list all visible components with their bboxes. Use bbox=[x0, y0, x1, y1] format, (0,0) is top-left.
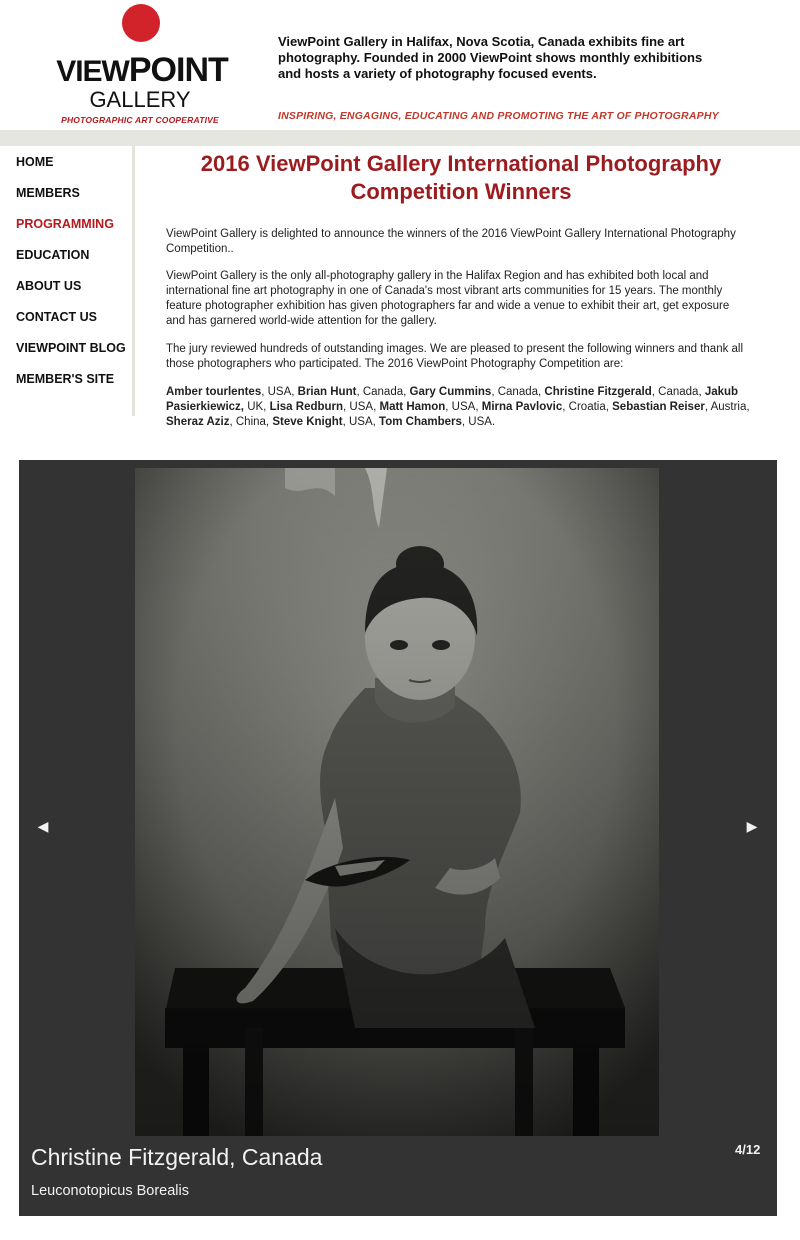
winner-name: Christine Fitzgerald bbox=[544, 386, 652, 398]
next-slide-arrow[interactable]: ▶ bbox=[746, 818, 758, 834]
nav-contact-us[interactable]: CONTACT US bbox=[16, 310, 98, 324]
sidebar-nav bbox=[0, 146, 135, 416]
winner-country: , China, bbox=[229, 416, 273, 428]
intro-paragraph: ViewPoint Gallery is delighted to announce the winners of the 2016 ViewPoint Gallery International Photography Competition.. bbox=[166, 228, 736, 255]
header-tagline: INSPIRING, ENGAGING, EDUCATING AND PROMOTING THE ART OF PHOTOGRAPHY bbox=[278, 110, 719, 122]
prev-slide-arrow[interactable]: ◀ bbox=[37, 818, 49, 834]
slide-caption-subtitle: Leuconotopicus Borealis bbox=[31, 1183, 189, 1199]
winner-name: Mirna Pavlovic bbox=[481, 401, 563, 413]
nav-about-us[interactable]: ABOUT US bbox=[16, 279, 82, 293]
winner-country: , USA, bbox=[445, 401, 482, 413]
winner-country: , USA, bbox=[343, 401, 380, 413]
nav-viewpoint-blog[interactable]: VIEWPOINT BLOG bbox=[16, 341, 126, 355]
header-divider-band bbox=[0, 130, 800, 146]
nav-members[interactable]: MEMBERS bbox=[16, 186, 80, 200]
winner-name: Tom Chambers bbox=[379, 416, 462, 428]
slide-caption-title: Christine Fitzgerald, Canada bbox=[31, 1144, 323, 1170]
nav-home[interactable]: HOME bbox=[16, 155, 54, 169]
logo-red-dot bbox=[122, 4, 160, 42]
jury-paragraph: The jury reviewed hundreds of outstanding images. We are pleased to present the following winners and thank all those photographers who participated. The 2016 ViewPoint Photography Competition are: bbox=[166, 343, 744, 370]
about-paragraph: ViewPoint Gallery is the only all-photography gallery in the Halifax Region and has exhibited both local and international fine art photography in one of Canada's most vibrant arts communities for 15 years. The monthly feature photographer exhibition has given photographers far and wide a venue to exhibit their art, get exposure and has garnered world-wide attention for the gallery. bbox=[166, 270, 730, 327]
winner-name: Sebastian Reiser bbox=[612, 401, 705, 413]
winner-name: Sheraz Aziz bbox=[166, 416, 230, 428]
winners-list bbox=[166, 385, 751, 430]
photo-illustration bbox=[135, 468, 659, 1136]
winner-country: UK, bbox=[244, 401, 270, 413]
page-title: 2016 ViewPoint Gallery International Photography Competition Winners bbox=[200, 151, 722, 204]
winner-country: , USA, bbox=[342, 416, 380, 428]
nav-education[interactable]: EDUCATION bbox=[16, 248, 90, 262]
winner-name: Amber tourlentes bbox=[166, 386, 262, 398]
winner-name: Matt Hamon bbox=[379, 401, 446, 413]
main-content bbox=[166, 150, 756, 428]
site-header bbox=[0, 0, 800, 130]
header-intro-text: ViewPoint Gallery in Halifax, Nova Scotia, Canada exhibits fine art photography. Founded in 2000 ViewPoint shows monthly exhibitions and hosts a variety of photography focused events. bbox=[278, 34, 703, 81]
slide-photo[interactable] bbox=[135, 468, 659, 1136]
viewpoint-gallery-logo[interactable] bbox=[50, 4, 230, 126]
winner-country: , Canada, bbox=[491, 386, 545, 398]
logo-cooperative-text: PHOTOGRAPHIC ART COOPERATIVE bbox=[61, 115, 219, 125]
winner-country: , Austria, bbox=[704, 401, 750, 413]
winner-country: , USA. bbox=[461, 416, 496, 428]
winner-country: , Croatia, bbox=[562, 401, 613, 413]
slide-counter: 4/12 bbox=[735, 1142, 761, 1157]
logo-gallery-text: GALLERY bbox=[89, 87, 191, 112]
photo-slideshow bbox=[19, 460, 777, 1216]
winner-name: Jakub Pasierkiewicz, bbox=[166, 386, 739, 413]
winner-name: Lisa Redburn bbox=[269, 401, 344, 413]
nav-programming[interactable]: PROGRAMMING bbox=[16, 217, 114, 231]
logo-wordmark: VIEWPOINT bbox=[56, 51, 228, 89]
winner-country: , Canada, bbox=[651, 386, 705, 398]
nav-members-site[interactable]: MEMBER'S SITE bbox=[16, 372, 115, 386]
winner-name: Steve Knight bbox=[272, 416, 343, 428]
winner-country: , USA, bbox=[261, 386, 298, 398]
winner-name: Brian Hunt bbox=[297, 386, 357, 398]
winner-name: Gary Cummins bbox=[409, 386, 492, 398]
winner-country: , Canada, bbox=[356, 386, 410, 398]
